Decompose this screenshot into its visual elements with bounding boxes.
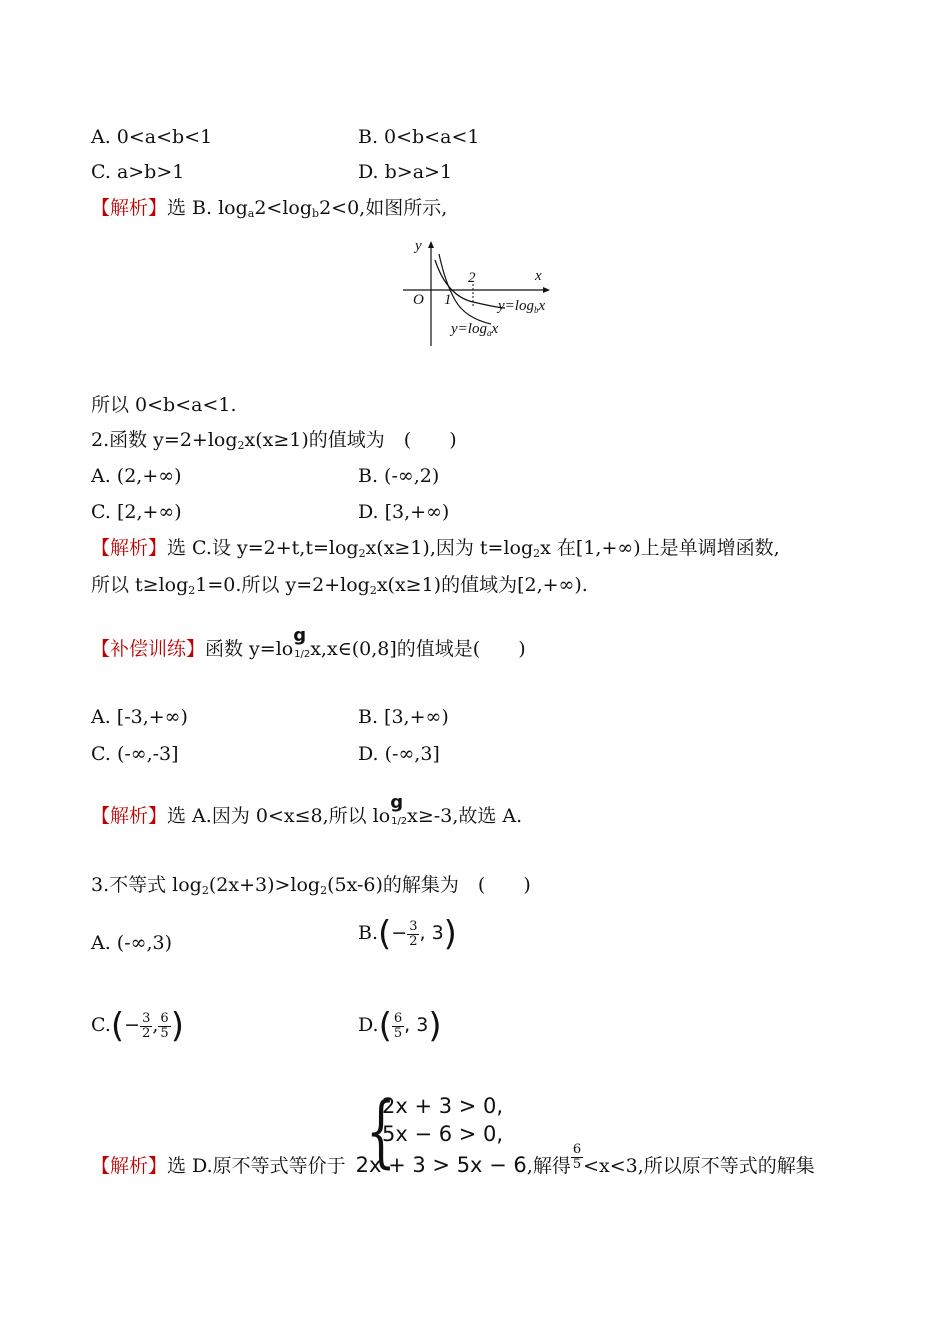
log-graph-figure <box>395 238 570 350</box>
system-line-3: 2x + 3 > 5x − 6 <box>355 1153 527 1177</box>
q2-option-d: D. [3,+∞) <box>358 501 450 523</box>
extra-solution: 【解析】选 A.因为 0<x≤8,所以 log1/2x≥-3,故选 A. <box>91 792 523 827</box>
q1-option-a: A. 0<a<b<1 <box>91 126 213 148</box>
x-axis-arrow <box>543 287 550 293</box>
q2-solution-line1: 【解析】选 C.设 $y=2+t,t=\log_2x(x\ge 1)$,因为 $t=\log_2x$ 在[1,+∞)上是单调增函数, <box>91 537 780 560</box>
tick-2-label: 2 <box>468 270 476 286</box>
extra-option-c: C. (-∞,-3] <box>91 743 179 765</box>
q3-option-b: B.(− $\frac{3}{2}$ , 3) <box>358 914 457 954</box>
supplement-tag: 【补偿训练】 <box>91 638 206 660</box>
solution-tag: 【解析】 <box>91 1155 168 1177</box>
fraction: $\frac{6}{5}$ <box>572 1141 582 1172</box>
curve-log-a <box>439 254 491 324</box>
origin-label: O <box>413 292 424 308</box>
system-line-2: 5x − 6 > 0, <box>382 1122 504 1146</box>
extra-stem: 【补偿训练】函数 y=log1/2x,x∈(0,8]的值域是( ) <box>91 625 526 660</box>
solution-tag: 【解析】 <box>91 805 168 827</box>
q1-option-d: D. b>a>1 <box>358 161 453 183</box>
solution-tag: 【解析】 <box>91 197 168 219</box>
q1-conclusion: 所以 0<b<a<1. <box>91 394 237 416</box>
q3-option-d: D.( $\frac{6}{5}$ , 3) <box>358 1006 442 1046</box>
q2-stem: 2.函数 $y=2+\log_2x(x\ge 1)$的值域为 ( ) <box>91 429 457 452</box>
y-axis-arrow <box>428 241 434 248</box>
q2-option-c: C. [2,+∞) <box>91 501 182 523</box>
q3-stem: 3.不等式 $\log_2(2x+3)>\log_2(5x-6)$的解集为 ( ) <box>91 874 531 897</box>
system-line-1: 2x + 3 > 0, <box>382 1094 504 1118</box>
q3-solution: 【解析】选 D.原不等式等价于 2x + 3 > 5x − 6,解得 $\frac{6}{5}$ <x<3,所以原不等式的解集 <box>91 1141 815 1177</box>
extra-option-a: A. [-3,+∞) <box>91 706 188 728</box>
extra-option-d: D. (-∞,3] <box>358 743 440 765</box>
curve-b-label: $y=\log_bx$ <box>498 298 546 315</box>
q1-solution: 【解析】选 B. $\log_a2<\log_b2<0$,如图所示, <box>91 197 448 220</box>
fraction: $\frac{6}{5}$ <box>393 1010 403 1041</box>
curve-a-label: $y=\log_ax$ <box>451 321 499 338</box>
q2-solution-line2: 所以 $t\ge\log_21=0$.所以 $y=2+\log_2x(x\ge 1)$的值域为[2,+∞). <box>91 574 588 597</box>
q2-option-b: B. (-∞,2) <box>358 465 440 487</box>
q3-option-a: A. (-∞,3) <box>91 932 173 954</box>
solution-tag: 【解析】 <box>91 537 168 559</box>
fraction: $\frac{6}{5}$ <box>160 1010 169 1041</box>
fraction: $\frac{3}{2}$ <box>142 1010 151 1041</box>
q1-option-b: B. 0<b<a<1 <box>358 126 480 148</box>
inequality-system <box>382 1092 503 1148</box>
q2-option-a: A. (2,+∞) <box>91 465 182 487</box>
q1-option-c: C. a>b>1 <box>91 161 185 183</box>
fraction: $\frac{3}{2}$ <box>409 918 418 949</box>
system-brace: { <box>366 1087 396 1177</box>
tick-1-label: 1 <box>444 292 452 308</box>
x-axis-label: x <box>535 268 542 284</box>
extra-option-b: B. [3,+∞) <box>358 706 449 728</box>
q3-option-c: C.(− $\frac{3}{2}$ , $\frac{6}{5}$ ) <box>91 1006 184 1046</box>
y-axis-label: y <box>415 238 422 254</box>
